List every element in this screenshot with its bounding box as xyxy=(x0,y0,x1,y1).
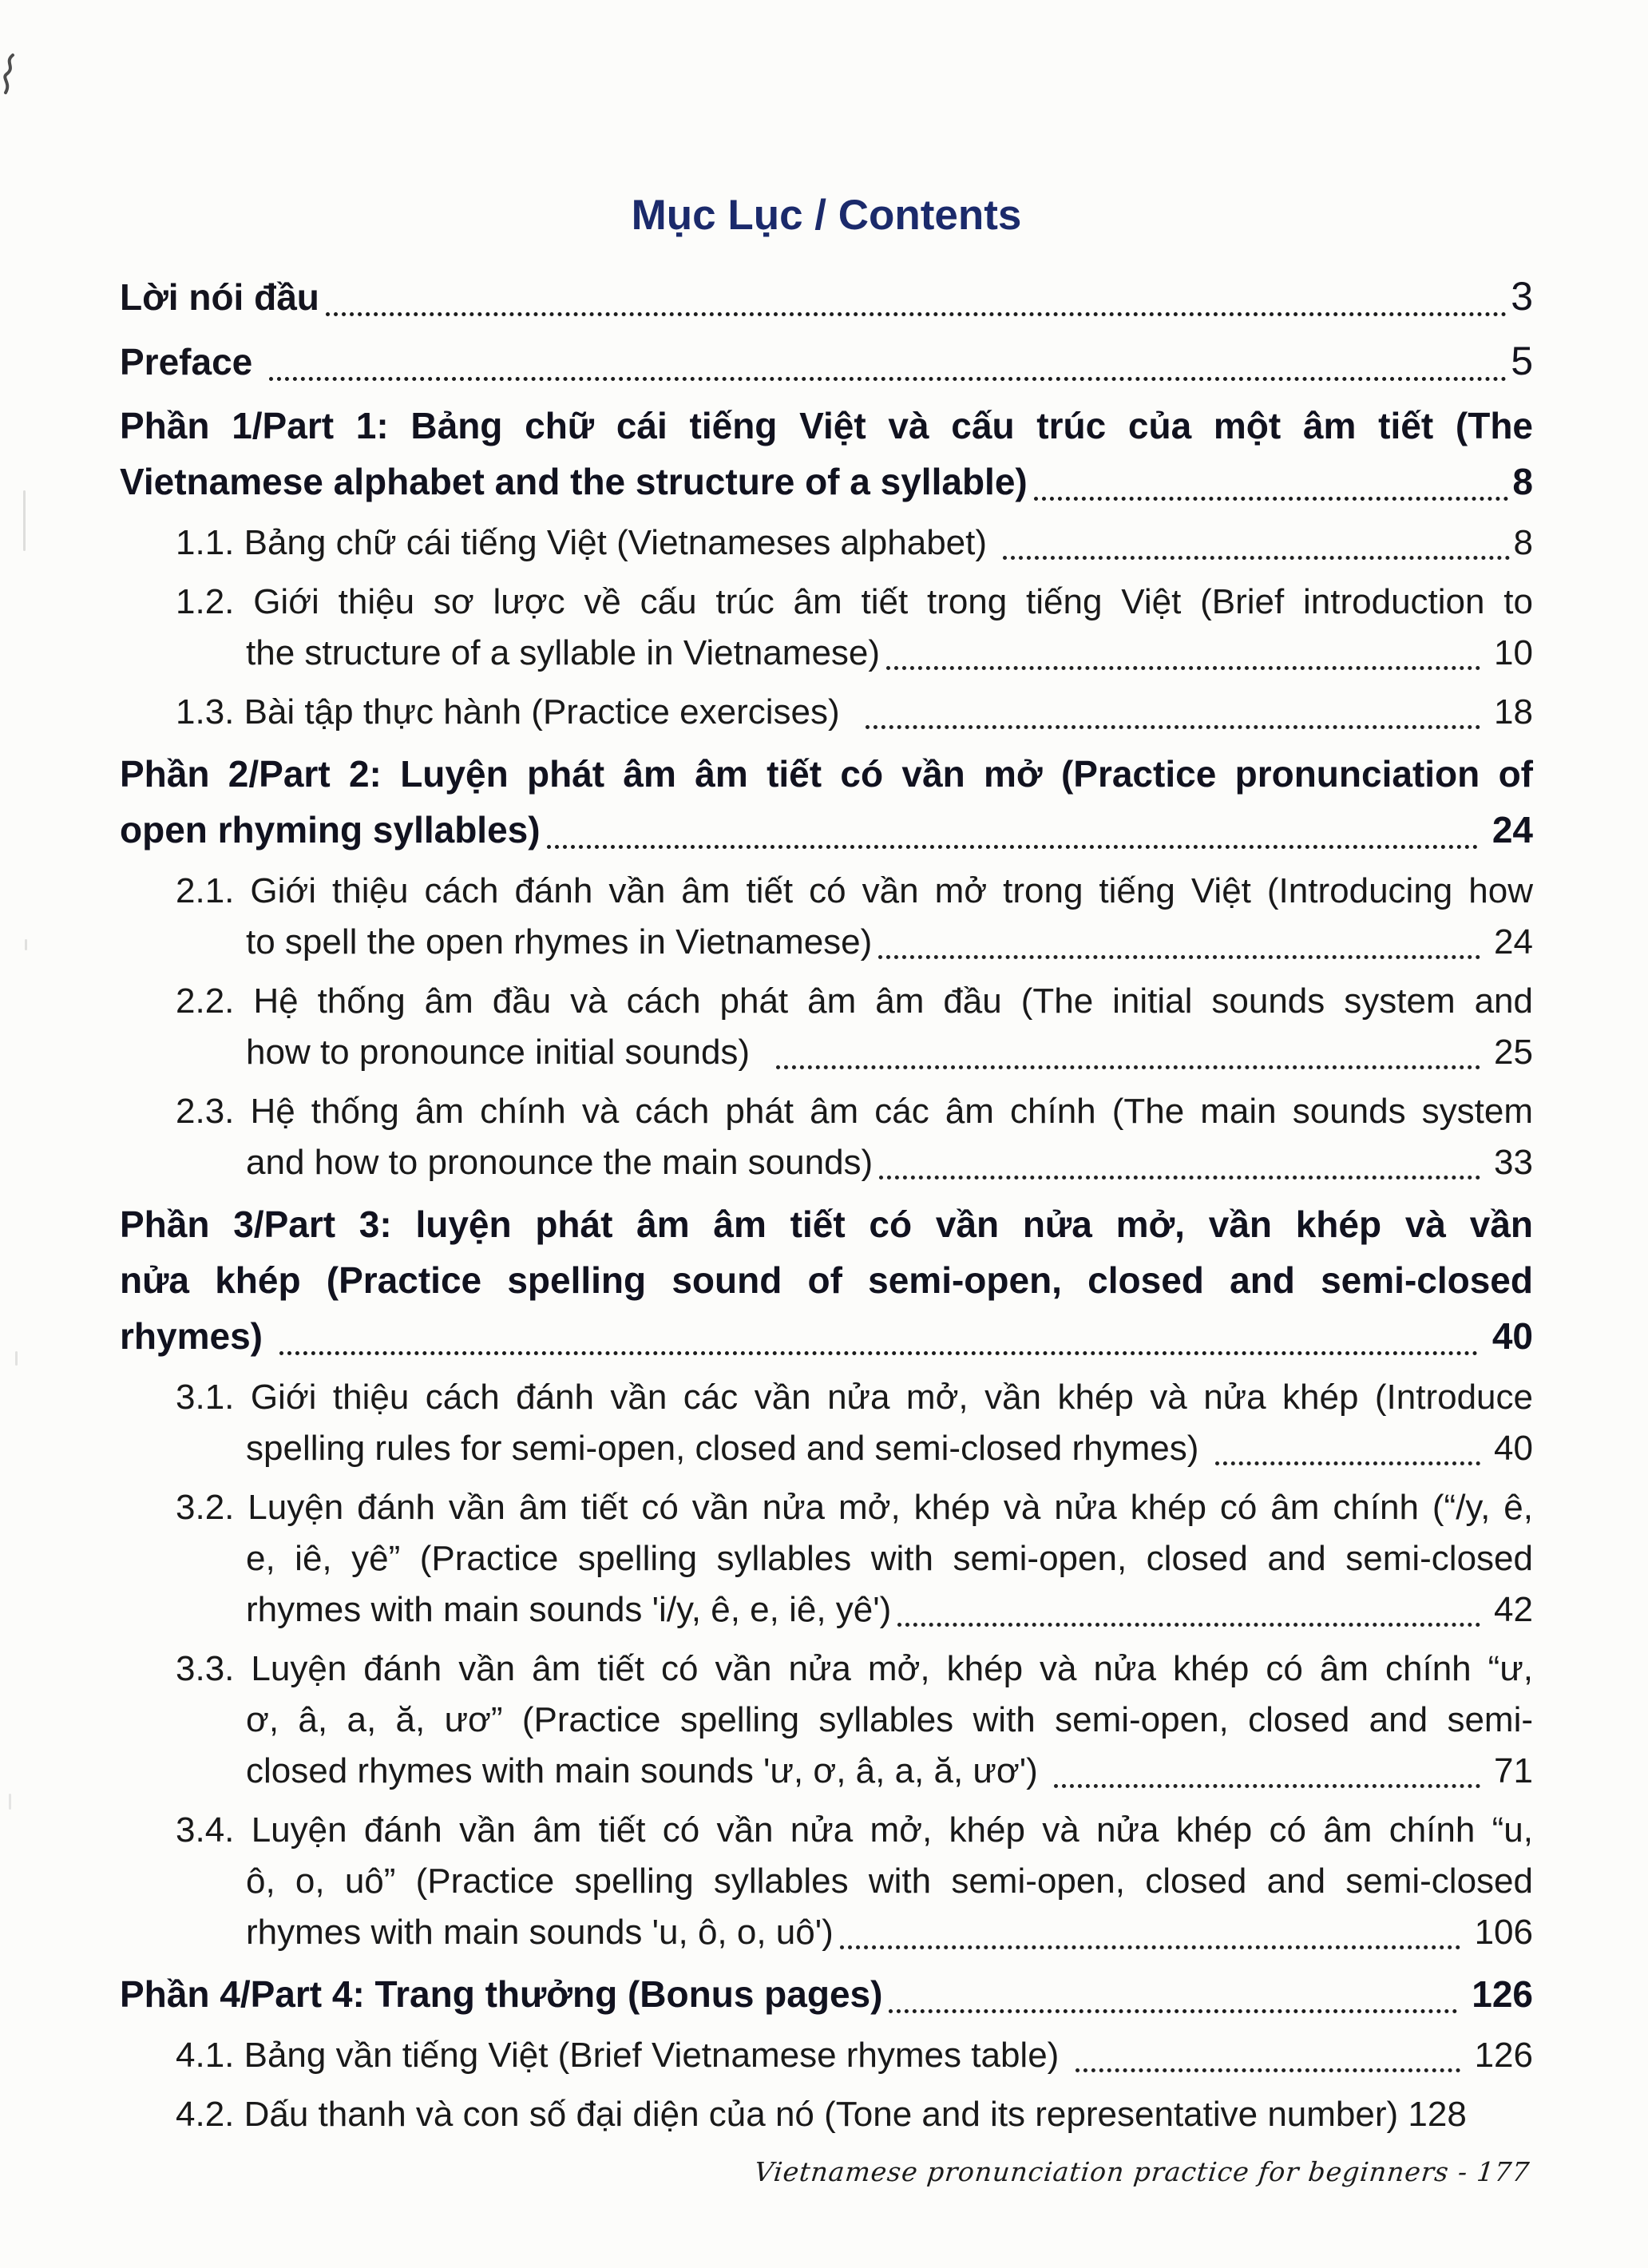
toc-entry-line xyxy=(120,1137,1533,1188)
toc-entry-line: 2.3. Hệ thống âm chính và cách phát âm các âm chính (The main sounds system xyxy=(176,1092,1533,1131)
toc-entry xyxy=(120,1196,1533,1364)
toc-entry-line: 3.3. Luyện đánh vần âm tiết có vần nửa mở, khép và nửa khép có âm chính “ư, xyxy=(176,1649,1533,1688)
entry-text: spelling rules for semi-open, closed and semi-closed rhymes) xyxy=(246,1429,1209,1468)
toc-entry-line: 2.1. Giới thiệu cách đánh vần âm tiết có vần mở trong tiếng Việt (Introducing how xyxy=(176,871,1533,910)
entry-text: how to pronounce initial sounds) xyxy=(246,1033,770,1072)
page-number: 128 xyxy=(1398,2095,1467,2134)
entry-text: open rhyming syllables) xyxy=(120,809,541,850)
dot-leader xyxy=(1054,1784,1480,1788)
page-number: 126 xyxy=(1464,2036,1533,2075)
page-number: 5 xyxy=(1511,339,1533,383)
page-number: 10 xyxy=(1484,633,1533,672)
dot-leader xyxy=(1034,497,1509,501)
entry-text: 1.3. Bài tập thực hành (Practice exercises) xyxy=(176,692,860,732)
toc-entry-line xyxy=(120,802,1533,858)
toc-entry-line: Phần 2/Part 2: Luyện phát âm âm tiết có vần mở (Practice pronunciation of xyxy=(120,753,1533,795)
page-number: 8 xyxy=(1513,523,1533,562)
toc-entry xyxy=(120,976,1533,1078)
toc-entry-line xyxy=(120,1907,1533,1958)
toc-entry-line xyxy=(120,1966,1533,2022)
toc-entry-line: e, iê, yê” (Practice spelling syllables with semi-open, closed and semi-closed xyxy=(246,1539,1533,1578)
page-number: 40 xyxy=(1482,1315,1533,1357)
page-number: 33 xyxy=(1484,1143,1533,1182)
entry-text: and how to pronounce the main sounds) xyxy=(246,1143,874,1182)
toc-entry-line xyxy=(120,1308,1533,1364)
toc-entry-line: 1.2. Giới thiệu sơ lược về cấu trúc âm tiết trong tiếng Việt (Brief introduction to xyxy=(176,582,1533,621)
toc-entry-line: ơ, â, a, ă, ươ” (Practice spelling syllables with semi-open, closed and semi- xyxy=(246,1700,1533,1739)
toc-entry xyxy=(120,1086,1533,1188)
toc-entry-line: Phần 3/Part 3: luyện phát âm âm tiết có vần nửa mở, vần khép và vần xyxy=(120,1203,1533,1245)
toc-entry-line xyxy=(120,517,1533,569)
toc-entry xyxy=(120,2030,1533,2081)
dot-leader xyxy=(547,845,1478,849)
page-number: 42 xyxy=(1484,1590,1533,1629)
toc-entry-line xyxy=(120,2030,1533,2081)
page-number: 25 xyxy=(1484,1033,1533,1072)
toc-entry-line: ô, o, uô” (Practice spelling syllables with semi-open, closed and semi-closed xyxy=(246,1862,1533,1901)
toc-entry-line xyxy=(120,628,1533,679)
toc-entry-line xyxy=(120,333,1533,390)
toc-entry xyxy=(120,746,1533,858)
page-number: 3 xyxy=(1511,274,1533,319)
toc-entry-line xyxy=(120,1746,1533,1797)
toc-list xyxy=(120,268,1533,2140)
entry-text: Lời nói đầu xyxy=(120,276,319,318)
toc-entry xyxy=(120,1372,1533,1474)
dot-leader xyxy=(326,312,1507,316)
toc-entry-line xyxy=(120,268,1533,325)
entry-text: the structure of a syllable in Vietnamese) xyxy=(246,633,881,672)
toc-entry xyxy=(120,1644,1533,1797)
toc-entry-line: 2.2. Hệ thống âm đầu và cách phát âm âm đầu (The initial sounds system and xyxy=(176,981,1533,1021)
toc-entry-line xyxy=(120,917,1533,968)
toc-entry xyxy=(120,517,1533,569)
toc-entry xyxy=(120,268,1533,325)
dot-leader xyxy=(886,666,1480,670)
toc-entry-line: nửa khép (Practice spelling sound of semi-open, closed and semi-closed xyxy=(120,1259,1533,1301)
toc-entry xyxy=(120,1482,1533,1636)
dot-leader xyxy=(776,1065,1480,1069)
toc-entry xyxy=(120,2089,1533,2140)
dot-leader xyxy=(1003,556,1509,560)
dot-leader xyxy=(269,377,1507,381)
entry-text: closed rhymes with main sounds 'ư, ơ, â, a, ă, ươ') xyxy=(246,1751,1048,1790)
toc-entry-line: 3.1. Giới thiệu cách đánh vần các vần nửa mở, vần khép và nửa khép (Introduce xyxy=(176,1378,1533,1417)
dot-leader xyxy=(1076,2068,1461,2072)
toc-entry-line: 3.2. Luyện đánh vần âm tiết có vần nửa mở, khép và nửa khép có âm chính (“/y, ê, xyxy=(176,1488,1533,1527)
page-number: 24 xyxy=(1484,922,1533,962)
entry-text: rhymes with main sounds 'u, ô, o, uô') xyxy=(246,1913,834,1952)
toc-entry xyxy=(120,577,1533,679)
entry-text: Preface xyxy=(120,341,263,383)
toc-entry-line: Phần 1/Part 1: Bảng chữ cái tiếng Việt và cấu trúc của một âm tiết (The xyxy=(120,405,1533,446)
entry-text: to spell the open rhymes in Vietnamese) xyxy=(246,922,873,962)
toc-entry xyxy=(120,398,1533,510)
dot-leader xyxy=(878,955,1480,959)
toc-entry-line: 3.4. Luyện đánh vần âm tiết có vần nửa mở, khép và nửa khép có âm chính “u, xyxy=(176,1810,1533,1850)
dot-leader xyxy=(840,1945,1461,1949)
entry-text: Vietnamese alphabet and the structure of a syllable) xyxy=(120,461,1028,502)
entry-text: Phần 4/Part 4: Trang thưởng (Bonus pages) xyxy=(120,1973,883,2015)
footer-note: Vietnamese pronunciation practice for beginners - 177 xyxy=(753,2156,1532,2187)
toc-entry xyxy=(120,1805,1533,1958)
page-number: 18 xyxy=(1484,692,1533,732)
page-number: 71 xyxy=(1484,1751,1533,1790)
entry-text: 4.2. Dấu thanh và con số đại diện của nó (Tone and its representative number) xyxy=(176,2095,1399,2134)
toc-entry-line xyxy=(120,1423,1533,1474)
toc-entry-line xyxy=(120,1027,1533,1078)
page-number: 126 xyxy=(1461,1973,1533,2015)
entry-text: rhymes with main sounds 'i/y, ê, e, iê, yê') xyxy=(246,1590,892,1629)
dot-leader xyxy=(897,1623,1480,1627)
dot-leader xyxy=(1215,1461,1480,1465)
entry-text: rhymes) xyxy=(120,1315,273,1357)
toc-entry xyxy=(120,1966,1533,2022)
page-number: 8 xyxy=(1512,461,1533,502)
toc-entry-line xyxy=(120,687,1533,738)
toc-entry xyxy=(120,866,1533,968)
page-number: 40 xyxy=(1484,1429,1533,1468)
toc-entry xyxy=(120,333,1533,390)
toc-entry xyxy=(120,687,1533,738)
dot-leader xyxy=(279,1351,1478,1355)
entry-text: 4.1. Bảng vần tiếng Việt (Brief Vietnamese rhymes table) xyxy=(176,2036,1069,2075)
toc-entry-line xyxy=(120,1584,1533,1636)
toc-entry-line xyxy=(120,454,1533,510)
page-number: 106 xyxy=(1464,1913,1533,1952)
page-title: Mục Lục / Contents xyxy=(631,192,1022,239)
entry-text: 1.1. Bảng chữ cái tiếng Việt (Vietnameses alphabet) xyxy=(176,523,997,562)
dot-leader xyxy=(866,725,1480,729)
page-number: 24 xyxy=(1482,809,1533,850)
toc-entry-line xyxy=(120,2089,1533,2140)
dot-leader xyxy=(889,2009,1457,2013)
dot-leader xyxy=(879,1176,1480,1180)
